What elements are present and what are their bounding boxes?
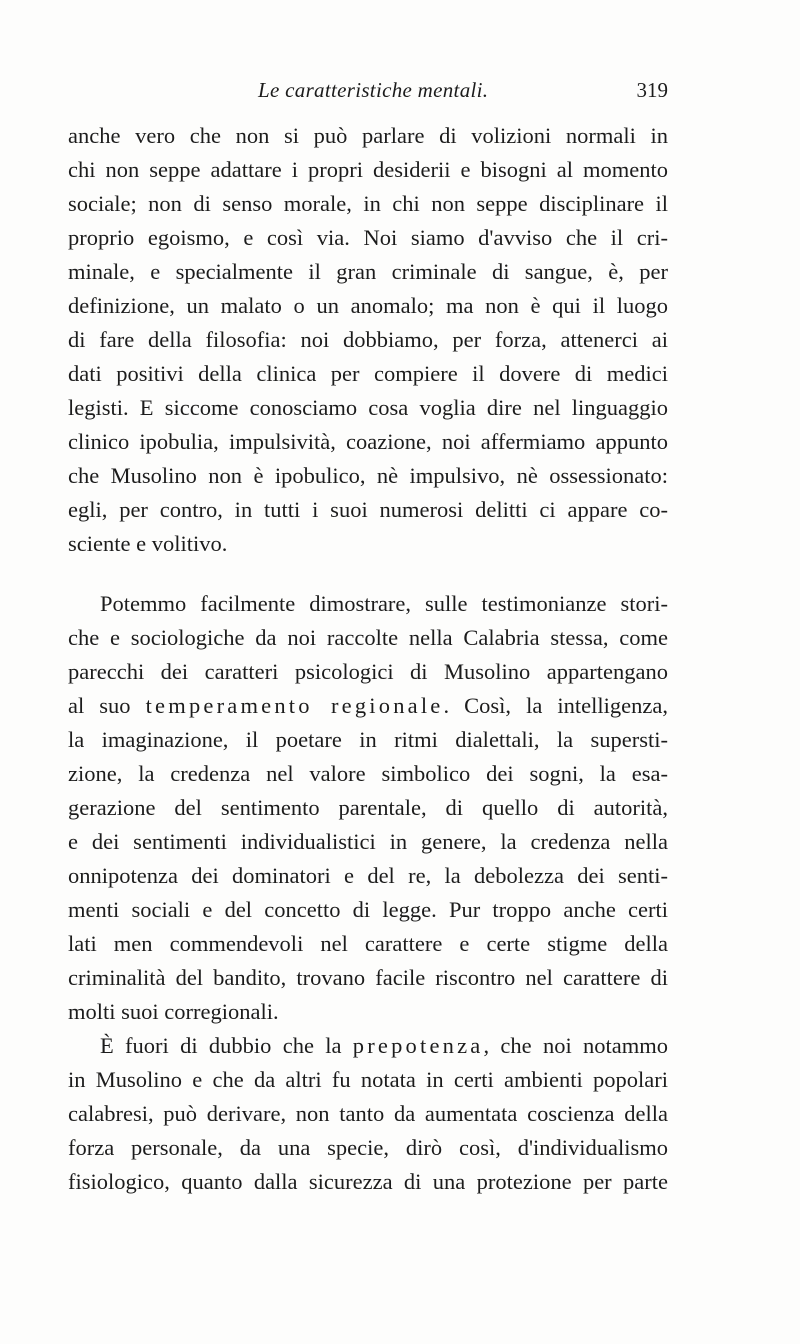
running-header [68,78,668,108]
text-line: proprio egoismo, e così via. Noi siamo d'avviso che il cri- [68,225,668,250]
text-line: clinico ipobulia, impulsività, coazione, noi affermiamo appunto [68,429,668,454]
text-line: Potemmo facilmente dimostrare, sulle testimonianze stori- [100,591,668,616]
text-line: in Musolino e che da altri fu notata in certi ambienti popolari [68,1067,668,1092]
text-line: egli, per contro, in tutti i suoi numerosi delitti ci appare co- [68,497,668,522]
text-line-spaced [100,1031,668,1061]
page-number: 319 [636,78,668,102]
text-line: calabresi, può derivare, non tanto da aumentata coscienza della [68,1101,668,1126]
text-line: gerazione del sentimento parentale, di quello di autorità, [68,795,668,820]
text-line: molti suoi corregionali. [68,999,279,1024]
text-line-spaced [68,691,668,721]
text-fragment: . Così, la intelligenza, [443,693,668,718]
spaced-emphasis: temperamento regionale [145,693,444,718]
text-line: che e sociologiche da noi raccolte nella Calabria stessa, come [68,625,668,650]
text-fragment: È fuori di dubbio che la [100,1033,353,1058]
text-line: lati men commendevoli nel carattere e certe stigme della [68,931,668,956]
text-line: menti sociali e del concetto di legge. Pur troppo anche certi [68,897,668,922]
running-title: Le caratteristiche mentali. [258,78,489,102]
text-line: anche vero che non si può parlare di volizioni normali in [68,123,668,148]
text-line: legisti. E siccome conosciamo cosa voglia dire nel linguaggio [68,395,668,420]
text-line: minale, e specialmente il gran criminale di sangue, è, per [68,259,668,284]
text-line: criminalità del bandito, trovano facile riscontro nel carattere di [68,965,668,990]
text-line: la imaginazione, il poetare in ritmi dialettali, la supersti- [68,727,668,752]
text-line: e dei sentimenti individualistici in genere, la credenza nella [68,829,668,854]
text-fragment: al suo [68,693,146,718]
text-line: di fare della filosofia: noi dobbiamo, per forza, attenerci ai [68,327,668,352]
text-line: fisiologico, quanto dalla sicurezza di una protezione per parte [68,1169,668,1194]
text-fragment: , che noi notammo [483,1033,668,1058]
text-line: chi non seppe adattare i propri desiderii e bisogni al momento [68,157,668,182]
text-line: definizione, un malato o un anomalo; ma non è qui il luogo [68,293,668,318]
text-line: zione, la credenza nel valore simbolico dei sogni, la esa- [68,761,668,786]
text-line: dati positivi della clinica per compiere il dovere di medici [68,361,668,386]
text-line: che Musolino non è ipobulico, nè impulsivo, nè ossessionato: [68,463,668,488]
text-line: onnipotenza dei dominatori e del re, la debolezza dei senti- [68,863,668,888]
text-line: sociale; non di senso morale, in chi non seppe disciplinare il [68,191,668,216]
text-line: parecchi dei caratteri psicologici di Musolino appartengano [68,659,668,684]
spaced-emphasis: prepotenza [352,1033,484,1058]
text-line: sciente e volitivo. [68,531,228,556]
text-line: forza personale, da una specie, dirò così, d'individualismo [68,1135,668,1160]
